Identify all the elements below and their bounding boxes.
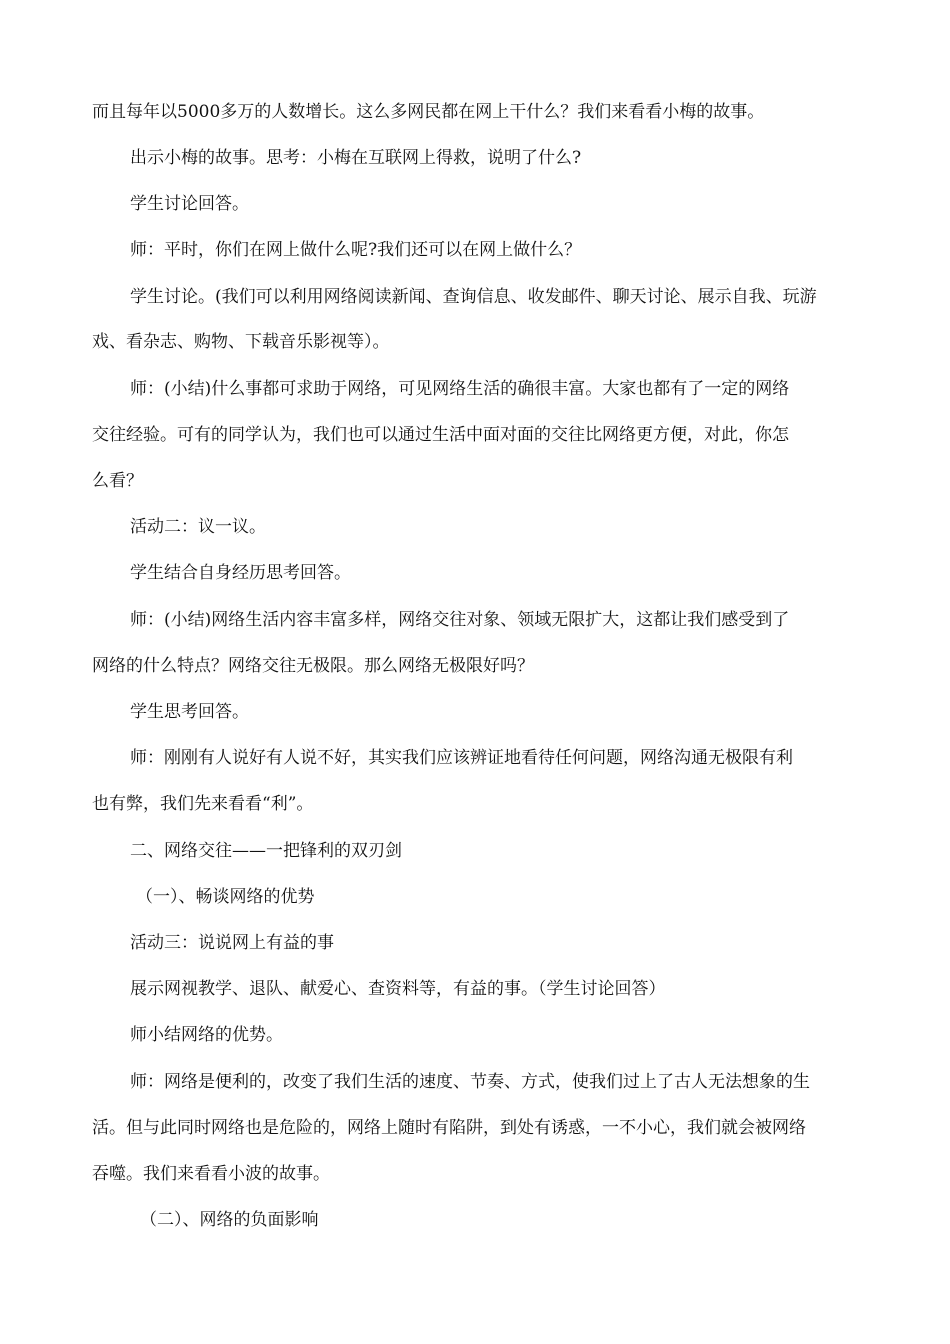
text-line-15: 师：刚刚有人说好有人说不好，其实我们应该辨证地看待任何问题，网络沟通无极限有利 [130,748,793,768]
text-line-19: 活动三：说说网上有益的事 [130,933,334,953]
text-line-16: 也有弊，我们先来看看“利”。 [92,794,314,814]
text-line-10: 活动二：议一议。 [130,517,266,537]
text-line-1: 而且每年以5000多万的人数增长。这么多网民都在网上干什么？我们来看看小梅的故事。 [92,102,765,122]
subsection-heading-2: （二）、网络的负面影响 [140,1210,319,1230]
text-line-7: 师：(小结)什么事都可求助于网络，可见网络生活的确很丰富。大家也都有了一定的网络 [130,379,790,399]
section-heading-2: 二、网络交往——一把锋利的双刃剑 [130,841,402,861]
text-line-22: 师：网络是便利的，改变了我们生活的速度、节奏、方式，使我们过上了古人无法想象的生 [130,1072,810,1092]
text-line-9: 么看？ [92,471,143,491]
subsection-heading-1: （一）、畅谈网络的优势 [136,887,315,907]
text-line-13: 网络的什么特点？网络交往无极限。那么网络无极限好吗？ [92,656,534,676]
text-line-8: 交往经验。可有的同学认为，我们也可以通过生活中面对面的交往比网络更方便，对此，你怎 [92,425,789,445]
text-line-11: 学生结合自身经历思考回答。 [130,563,351,583]
text-line-14: 学生思考回答。 [130,702,249,722]
text-line-6: 戏、看杂志、购物、下载音乐影视等）。 [92,332,390,352]
text-line-12: 师：(小结)网络生活内容丰富多样，网络交往对象、领域无限扩大，这都让我们感受到了 [130,610,790,630]
text-line-24: 吞噬。我们来看看小波的故事。 [92,1164,330,1184]
text-line-21: 师小结网络的优势。 [130,1025,283,1045]
text-line-3: 学生讨论回答。 [130,194,249,214]
text-line-23: 活。但与此同时网络也是危险的，网络上随时有陷阱，到处有诱惑，一不小心，我们就会被网络 [92,1118,806,1138]
text-line-20: 展示网视教学、退队、献爱心、查资料等，有益的事。（学生讨论回答） [130,979,666,999]
text-line-5: 学生讨论。(我们可以利用网络阅读新闻、查询信息、收发邮件、聊天讨论、展示自我、玩游 [130,287,817,307]
text-line-4: 师：平时，你们在网上做什么呢?我们还可以在网上做什么？ [130,240,582,260]
text-line-2: 出示小梅的故事。思考：小梅在互联网上得救，说明了什么? [130,148,582,168]
